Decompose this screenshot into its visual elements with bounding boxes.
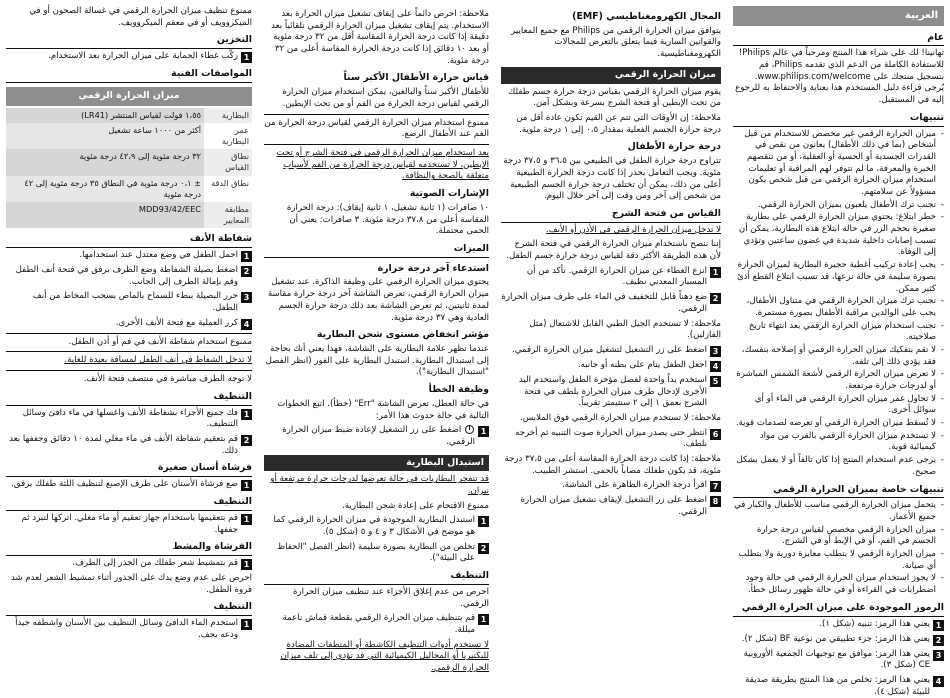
battery-step-1: 1 استبدل البطارية الموجودة في ميزان الحرارة الرقمي كما هو موضح في الأشكال ٣ و ٤ و ٥ (شكل ٥). — [264, 515, 489, 538]
hygiene-text: بعد استخدام ميزان الحرارة الرقمي في فتحة الشرج أو تحت الإبطين، لا تستخدمه لقياس درجة الحرارة من الفم لأسباب متعلقة بالصحة والنظافة. — [276, 147, 489, 182]
section-title-nasal-aspirator: شفاطة الأنف — [6, 233, 252, 248]
table-row: البطارية ١،٥٥ فولت لقياس المنتشر (LR41) — [6, 108, 252, 123]
rectal-step-3: 3 اضغط على زر التشغيل لتشغيل ميزان الحرارة الرقمي. — [501, 345, 721, 357]
warning-item: - خطر ابتلاع: يحتوي ميزان الحرارة الرقمي على بطارية صغيرة بحجم الزر في حالة ابتلاع هذه البطارية، يمكن أن تسبب إصابات داخلية شديدة في غضون ساعتين وتؤدي إلى الوفاة. — [733, 212, 944, 259]
section-title-emf: المجال الكهرومغناطيسي (EMF) — [572, 11, 721, 22]
nasal-warning-3: لا توجه الطرف مباشرة في منتصف فتحة الأنف. — [83, 374, 252, 385]
section-title-nasal-cleaning: التنظيف — [6, 391, 252, 406]
fever-text: تتراوح درجة حرارة الطفل في الطبيعي بين ٣٦،٥ و ٣٧،٥ درجة مئوية. ويجب التعامل بحذر إذا كانت درجة الحرارة الطبيعية أعلى من ذلك، يمكن أن تختلف درجة حرارة الجسم الطبيعية من شخص إلى آخر ومن وقت إلى آخر خلال اليوم. — [503, 156, 721, 202]
section-title-battery-indicator: مؤشر انخفاض مستوى شحن البطارية — [316, 329, 489, 341]
special-warning-item: - لا يجوز استخدام ميزان الحرارة الرقمي في حالة وجود اضطرابات في القراءة أو في حالة ظهور رسائل خطأ. — [733, 573, 944, 596]
rectal-step-8: 8 اضغط على زر التشغيل لإيقاف تشغيل ميزان الحرارة الرقمي. — [501, 495, 721, 518]
cleaning-step-1: 1 قم بتنظيف ميزان الحرارة الرقمي بقطعة قماش ناعمة مبللة. — [264, 613, 489, 636]
section-title-fever: درجة حرارة الأطفال — [627, 141, 721, 153]
auto-off-note: ملاحظة: احرص دائماً على إيقاف تشغيل ميزان الحرارة بعد الاستخدام. يتم إيقاف تشغيل ميزان الحرارة الرقمي تلقائياً بعد دقيقة إذا كانت درجة الحرارة المقاسة أقل من ٣٢ درجة مئوية أو بعد ١٠ دقائق إذا كانت درجة الحرارة المقاسة أعلى من ٣٢ درجة مئوية. — [271, 9, 489, 66]
nasal-warning-1: ممنوع استخدام شفاطة الأنف في فم أو أذن الطفل. — [68, 336, 252, 347]
toothbrush-clean-step-1: 1 قم بتعقيمها باستخدام جهاز تعقيم أو ماء مغلي. اتركها لتبرد ثم جففها. — [6, 513, 252, 536]
note-3: ملاحظة: لا تستخدم ميزان الحرارة الرقمي فوق الملابس. — [519, 412, 721, 423]
storage-step-1: 1 ركّب غطاء الحماية على ميزان الحرارة بعد الاستخدام. — [6, 51, 252, 63]
note-1: ملاحظة: إن الأوقات التي تتم عن القيم تكون عادة أقل من درجة حرارة الجسم الفعلية بمقدار ٠،٥ إلى ١ درجة مئوية. — [516, 113, 721, 135]
warning-item: - يرجى عدم استخدام المنتج إذا كان تالفاً أو لا يعمل بشكل صحيح. — [733, 455, 944, 478]
comb-clean-step-1: 1 استخدم الماء الدافئ وسائل التنظيف بين الأسنان واشطفه جيداً ودعه يجف. — [6, 618, 252, 641]
section-title-comb-cleaning: التنظيف — [6, 601, 252, 616]
symbol-item-3: 3 يعني هذا الرمز: موافق مع توجيهات الجمعية الأوروبية CE (شكل ٣). — [733, 649, 944, 672]
section-title-special-warnings: تنبيهات خاصة بميزان الحرارة الرقمي — [733, 484, 944, 499]
nasal-warning-2: لا تدخل الشفاط في أنف الطفل لمسافة بعيدة للغاية. — [64, 355, 252, 366]
symbol-item-4: 4 يعني هذا الرمز: تخلص من هذا المنتج بطريقة صديقة للبيئة (شكل ٤). — [733, 675, 944, 698]
battery-step-2: 2 تخلص من البطارية بصورة سليمة (انظر الفصل "الحفاظ على البيئة"). — [264, 542, 489, 565]
older-children-text: للأطفال الأكبر سناً والبالغين، يمكن استخدام ميزان الحرارة الرقمي لقياس درجة الحرارة من الفم أو من تحت الإبطين. — [282, 87, 489, 109]
specs-table-title: ميزان الحرارة الرقمي — [6, 87, 252, 106]
divider — [6, 333, 252, 334]
warning-item: - لا تُسقط ميزان الحرارة الرقمي أو تعرضه لصدمات قوية. — [733, 418, 944, 430]
section-title-toothbrush: فرشاة أسنان صغيرة — [6, 462, 252, 477]
dishwasher-warning: ممنوع تنظيف ميزان الحرارة الرقمي في غسالة الصحون أو في الميكروويف أو في معقم الميكروويف. — [29, 6, 252, 28]
emf-text: يتوافق ميزان الحرارة الرقمي من Philips مع جميع المعايير والقوانين السارية فيما يتعلق بالتعرض للمجالات الكهرومغناطيسية. — [511, 25, 721, 60]
section-title-older-children: قياس حرارة الأطفال الأكبر سناً — [343, 72, 489, 84]
section-title-error: وظيفة الخطأ — [428, 384, 489, 396]
section-title-digital-thermometer: ميزان الحرارة الرقمي — [501, 67, 721, 84]
table-row: عمر البطارية أكثر من ١٠٠٠ ساعة تشغيل — [6, 123, 252, 149]
column-4 — [6, 6, 252, 664]
nasal-step-1: 1 احمل الطفل في وضع معتدل عند استخدامها. — [6, 250, 252, 262]
section-title-specifications: المواصفات الفنية — [6, 68, 252, 83]
warning-item: - تجنب ترك ميزان الحرارة الرقمي في متناول الأطفال، يجب على الوالدين مراقبة الأطفال بصورة مستمرة. — [733, 296, 944, 319]
section-title-cleaning: التنظيف — [264, 570, 489, 585]
nasal-step-2: 2 اضغط بصيلة الشفاطة وضع الطرف برفق في فتحة أنف الطفل وقم بإمالة الطرف إلى الجانب. — [6, 265, 252, 288]
battery-warning: قد تنفجر البطاريات في حالة تعرضها لدرجات حرارة مرتفعة أو نيران. — [270, 474, 489, 497]
warning-item: - تجنب ترك الأطفال يلعبون بميزان الحرارة الرقمي. — [733, 200, 944, 212]
warning-item: - ميزان الحرارة الرقمي غير مخصص للاستخدام من قبل أشخاص (بما في ذلك الأطفال) يعانون من نقص في القدرات الجسدية أو الحسية أو العقلية، أو من تنقصهم الخبرة والمعرفة، ما لم تتوفر لهم المراقبة أو تعليمات استخدام ميزان الحرارة الرقمي من قبل شخص يكون مسؤولاً عن سلامتهم. — [733, 129, 944, 199]
nasal-step-4: 4 كرر العملية مع فتحة الأنف الأخرى. — [6, 318, 252, 330]
nasal-step-3: 3 حرر البصيلة ببطء للسماح بالماص بسحب المخاط من أنف الطفل. — [6, 291, 252, 314]
language-header: العربية — [733, 6, 944, 26]
special-warning-item: - ميزان الحرارة الرقمي لا يتطلب معايرة دورية ولا يتطلب أي صيانة. — [733, 549, 944, 572]
older-children-warning: ممنوع استخدام ميزان الحرارة الرقمي لقياس درجة الحرارة من الفم عند الأطفال الرضع. — [264, 117, 489, 140]
power-button-icon — [465, 425, 474, 434]
rectal-step-4: 4 اجعل الطفل يتام على بطنه أو جانبه. — [501, 360, 721, 372]
divider — [264, 114, 489, 115]
cleaning-warning: لا تستخدم أدوات التنظيف الكاشطة أو المنظفات المضادة للبكتيريا أو المحاليل الكيميائية التي قد تؤدي إلى تلف ميزان الحرارة الرقمي. — [280, 639, 489, 674]
section-title-symbols: الرموز الموجودة على ميزان الحرارة الرقمي — [733, 602, 944, 617]
cleaning-text: احرص من عدم إغلاق الأجزاء عند تنظيف ميزان الحرارة الرقمي. — [293, 586, 489, 609]
section-title-comb: الفرشاة والمشط — [6, 541, 252, 556]
table-row: مطابقة المعايير MDD93/42/EEC — [6, 202, 252, 228]
divider — [264, 144, 489, 145]
special-warning-item: - ميزان الحرارة الرقمي مخصص لقياس درجة حرارة الجسم في الفم، أو في الإبط أو في الشرج. — [733, 525, 944, 548]
divider — [6, 351, 252, 352]
rectal-step-7: 7 اقرأ درجة الحرارة الظاهرة على الشاشة. — [501, 480, 721, 492]
section-title-rectal: القياس من فتحة الشرج — [501, 208, 721, 223]
column-2 — [501, 6, 721, 664]
warning-item: - لا تعرض ميزان الحرارة الرقمي لأشعة الشمس المباشرة أو لدرجات حرارة مرتفعة. — [733, 369, 944, 392]
warning-item: - لا تستخدم ميزان الحرارة الرقمي بالقرب من مواد كيميائية قوية. — [733, 431, 944, 454]
nasal-clean-step-1: 1 فك جميع الأجزاء بشفاطة الأنف واغسلها في ماء دافئ وسائل التنظيف. — [6, 408, 252, 431]
rectal-step-6: 6 انتظر حتى يصدر ميزان الحرارة صوت التنبيه ثم أخرجه بلطف. — [501, 428, 721, 451]
warning-item: - تجنب استخدام ميزان الحرارة الرقمي بعد انتهاء تاريخ صلاحيته. — [733, 321, 944, 344]
battery-indicator-text: عندما تظهر علامة البطارية على الشاشة، فهذا يعني أنك بحاجة إلى استبدال البطارية. استبدل البطارية على الفور (انظر الفصل "استبدال البطارية"). — [265, 343, 489, 378]
section-title-sound-signals: الإشارات الصوتية — [409, 188, 489, 200]
comb-text: احرص على عدم وضع يدك على الجذور أثناء تمشيط الشعر لعدم شد فروة الطفل. — [10, 572, 252, 595]
section-title-general: عام — [733, 32, 944, 47]
intro-text: تهانينا! لك على شراء هذا المنتج ومرحباً في عالم Philips! للاستفادة الكاملة من الدعم الذي تقدمه Philips، قم بتسجيل منتجك على www.philips.com/welcome. يُرجى قراءة دليل المستخدم هذا بعناية والاحتفاظ به للرجوع إليه في المستقبل. — [735, 48, 944, 106]
sound-signals-text: ١٠ صافرات (١ ثانية تشغيل، ١ ثانية إيقاف): درجة الحرارة المقاسة أعلى من ٣٧،٨ درجة مئوية. ٣ صافرات: يعني أن الحمى محتملة. — [286, 202, 489, 237]
note-2: ملاحظة: لا تستخدم الجيل الطبي القابل للاشتعال (مثل الفازلين). — [529, 318, 721, 341]
comb-step-1: 1 قم بتمشيط شعر طفلك من الجذر إلى الطرف. — [6, 558, 252, 570]
section-title-warnings: تنبيهات — [733, 112, 944, 127]
symbol-item-2: 2 يعني هذا الرمز: جزء تطبيقي من نوعية BF (شكل ٢). — [733, 634, 944, 646]
note-4: ملاحظة: إذا كانت درجة الحرارة المقاسة أعلى من ٣٧،٥ درجة مئوية، قد يكون طفلك مصاباً بالحمى. استشر الطبيب. — [504, 454, 721, 476]
warnings-list — [733, 129, 944, 479]
section-title-storage: التخزين — [6, 34, 252, 49]
section-title-features: الميزات — [264, 243, 489, 258]
rectal-step-2: 2 ضع دهناً قابل للتخفيف في الماء على طرف ميزان الحرارة الرقمي. — [501, 292, 721, 315]
column-1 — [733, 6, 944, 697]
divider — [6, 370, 252, 371]
special-warning-item: - يتحمل ميزان الحرارة الرقمي مناسب للأطفال والكبار في جميع الأعمار. — [733, 500, 944, 523]
toothbrush-step-1: 1 ضع فرشاة الأسنان على طرف الإصبع لتنظيف اللثة طفلك برفق. — [6, 479, 252, 491]
recall-text: يحتوي ميزان الحرارة الرقمي على وظيفة الذاكرة. عند تشغيل ميزان الحرارة الرقمي، تعرض الشاشة آخر درجة حرارة مقاسة لمدة ثانيتين، ثم تعرض الشاشة بعد ذلك درجة حرارة الجسم العادية وهي ٣٧ درجة مئوية. — [267, 277, 489, 323]
special-warnings-list — [733, 500, 944, 597]
specs-table — [6, 108, 252, 228]
table-row: نطاق الدقة ± ٠،١ درجة مئوية في النطاق ٣٥ درجة مئوية إلى ٤٢ درجة مئوية — [6, 176, 252, 202]
error-step-1: 1 اضغط على زر التشغيل لإعادة ضبط ميزان الحرارة الرقمي. — [264, 425, 489, 448]
warning-item: - لا تحاول غمر ميزان الحرارة الرقمي في الماء أو أي سوائل أخرى. — [733, 394, 944, 417]
table-row: نطاق القياس ٣٢ درجة مئوية إلى ٤٢،٩ درجة مئوية — [6, 149, 252, 175]
symbol-item-1: 1 يعني هذا الرمز: تنبيه (شكل ١). — [733, 619, 944, 631]
section-title-recall: استدعاء آخر درجة حرارة — [377, 262, 489, 274]
rectal-step-5: 5 استخدم يداً واحدة لفصل مؤخرة الطفل واستخدم اليد الأخرى لإدخال طرف ميزان الحرارة بلطف في فتحة الشرج بعمق ١ إلى ٢ سنتيمتر تقريباً. — [501, 375, 721, 410]
section-title-battery-replacement: استبدال البطارية — [264, 455, 489, 472]
rectal-step-1: 1 انزع الغطاء عن ميزان الحرارة الرقمي. تأكد من أن المسبار المعدني نظيف. — [501, 266, 721, 289]
rectal-warning: لا تدخل ميزان الحرارة الرقمي في الأذن أو الأنف. — [546, 224, 721, 235]
error-text: في حالة العطل، تعرض الشاشة "Err" (خطأ). اتبع الخطوات التالية في حالة حدوث هذا الأمر: — [277, 398, 489, 421]
warning-item: - يجب إعادة تركيب أغطية حجيرة البطارية لميزان الحرارة بصورة سليمة في حالة نزعها، قد تسبب ابتلاع القطع أذىً كثير ممكن. — [733, 260, 944, 295]
nasal-clean-step-2: 2 قم بتعقيم شفاطة الأنف في ماء مغلي لمدة ١٠ دقائق وجففها بعد ذلك. — [6, 434, 252, 457]
warning-item: - لا تقم بتفكيك ميزان الحرارة الرقمي أو إصلاحه بنفسك، فقد يؤدي ذلك إلى تلفه. — [733, 345, 944, 368]
rectal-text: إننا ننصح باستخدام ميزان الحرارة الرقمي في فتحة الشرج لأن هذه الطريقة الأكثر دقة لقياس درجة حرارة جسم الطفل. — [506, 239, 721, 262]
battery-note: ممنوع الاقتحام على إعادة شحن البطارية. — [342, 500, 489, 511]
section-title-toothbrush-cleaning: التنظيف — [6, 496, 252, 511]
thermometer-text: يقوم ميزان الحرارة الرقمي بقياس درجة حرارة جسم طفلك من تحت الإبطين أو فتحة الشرج بسرعة وبشكل آمن. — [508, 86, 721, 109]
column-3 — [264, 6, 489, 674]
